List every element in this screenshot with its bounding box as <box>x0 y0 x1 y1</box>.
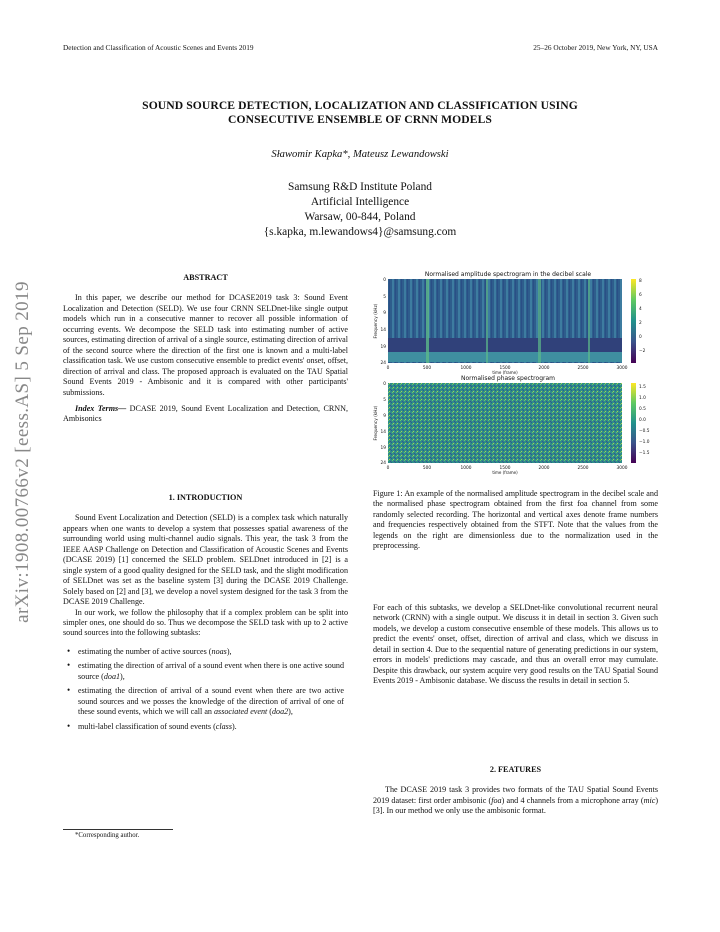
arxiv-id: arXiv:1908.00766v2 [eess.AS] 5 Sep 2019 <box>12 281 33 623</box>
features-heading: 2. FEATURES <box>489 765 542 774</box>
amplitude-spectrogram <box>388 279 622 363</box>
y-tick: 9 <box>383 311 386 316</box>
cbar-tick: 0 <box>639 335 642 340</box>
x-tick: 0 <box>386 366 390 371</box>
index-terms-text: DCASE 2019, Sound Event Localization and Detection, CRNN, Ambisonics <box>63 403 348 424</box>
title-line-1: SOUND SOURCE DETECTION, LOCALIZATION AND CLASSIFICATION USING <box>142 99 578 112</box>
y-tick: 9 <box>383 414 386 419</box>
list-item: • estimating the direction of arrival of a sound event when there are two active sound sources and we posses the knowledge of the direction of arrival of one of these sound events, which we will call an associated event (doa2), <box>63 686 344 717</box>
cbar-tick: −0.5 <box>639 429 650 434</box>
cbar-tick: 1.0 <box>639 396 646 401</box>
x-tick: 1500 <box>499 466 511 471</box>
abstract-heading: ABSTRACT <box>183 273 228 282</box>
top-x-label: time (frame) <box>492 370 518 375</box>
affiliation-email: {s.kapka, m.lewandows4}@samsung.com <box>263 226 457 238</box>
x-tick: 500 <box>422 366 432 371</box>
features-paragraph: The DCASE 2019 task 3 provides two formats of the TAU Spatial Sound Events 2019 dataset: first order ambisonic (foa) and 4 channels from a microphone array (mic) [3]. In our method we only use the ambisonic format. <box>373 785 659 816</box>
cbar-tick: 0.5 <box>639 407 646 412</box>
x-tick: 1000 <box>460 366 472 371</box>
intro-paragraph-2: In our work, we follow the philosophy that if a complex problem can be split into simpler ones, one should do so. Thus we decompose the SELD task with up to 2 active sound sources into the following subtasks: <box>63 607 348 638</box>
introduction-section <box>63 493 348 736</box>
cbar-tick: 2 <box>639 321 642 326</box>
abstract-section <box>63 273 348 425</box>
subtask-list <box>63 647 348 732</box>
top-colorbar <box>631 279 636 363</box>
bottom-x-label: time (frame) <box>492 470 518 475</box>
bottom-panel-title: Normalised phase spectrogram <box>460 375 556 382</box>
amplitude-event-stripe <box>486 279 488 363</box>
right-column-intro-continued <box>373 603 658 687</box>
bottom-y-ticks <box>381 381 387 466</box>
y-tick: 19 <box>380 345 386 350</box>
x-tick: 1500 <box>499 366 511 371</box>
cbar-tick: 1.5 <box>639 385 646 390</box>
top-panel-title: Normalised amplitude spectrogram in the decibel scale <box>424 271 592 278</box>
affiliation-department: Artificial Intelligence <box>310 196 410 208</box>
abstract-text: In this paper, we describe our method for DCASE2019 task 3: Sound Event Localization and Detection (SELD). We use four CRNN SELDnet-like single output models which run in a consecutive manner to recover all possible information of occurring events. We decompose the SELD task into estimating number of active sources, estimating direction of arrival of a single source, estimating direction of arrival of the second source where the direction of the first one is known and a multi-label classification task. We use custom consecutive ensemble to predict events' onset, offset, direction of arrival and class. The proposed approach is evaluated on the TAU Spatial Sound Events 2019 - Ambisonic and it is compared with other participants' submissions. <box>63 293 348 397</box>
y-tick: 0 <box>383 278 386 283</box>
figure-1-spectrograms <box>368 268 660 476</box>
affiliation-institute: Samsung R&D Institute Poland <box>288 181 432 193</box>
caption-text: An example of the normalised amplitude spectrogram in the decibel scale and the normalised phase spectrogram obtained from the first foa channel from some randomly selected recording. The horizontal and vertical axes denote frame numbers and frequencies respectively obtained from the STFT. Note that the values from the legends on the right are dimensionless due to the normalization used in the preprocessing. <box>373 489 658 551</box>
bottom-y-label: Frequency (kHz) <box>374 405 379 441</box>
x-tick: 1000 <box>460 466 472 471</box>
index-terms <box>63 404 348 425</box>
x-tick: 3000 <box>616 466 628 471</box>
x-tick: 2000 <box>538 366 550 371</box>
x-tick: 2000 <box>538 466 550 471</box>
figure-caption <box>373 489 658 552</box>
index-terms-label: Index Terms— <box>75 403 127 413</box>
introduction-heading: 1. INTRODUCTION <box>168 493 243 502</box>
top-y-label: Frequency (kHz) <box>374 303 379 339</box>
top-y-ticks <box>381 277 387 366</box>
intro-paragraph-1: Sound Event Localization and Detection (SELD) is a complex task which naturally appears when one wants to develop a system that possesses spatial awareness of the surrounding world using multi-channel audio signals. This year, the task 3 from the IEEE AASP Challenge on Detection and Classification of Acoustic Scenes and Events (DCASE 2019) [1] concerned the SELD problem. SELDnet introduced in [2] is a single system of a good quality designed for the SELD task, and the slight modification of SELDnet was set as the baseline system [3] during the DCASE 2019 Challenge. Solely based on [2] and [3], we develop a novel system designed for the task 3 from the DCASE 2019 Challenge. <box>63 513 348 607</box>
list-item: • estimating the direction of arrival of a sound event when there is one active sound source (doa1), <box>63 661 344 682</box>
y-tick: 14 <box>380 430 386 435</box>
cbar-tick: 6 <box>639 293 642 298</box>
features-section <box>373 765 658 817</box>
amplitude-event-stripe <box>538 279 541 363</box>
running-header-left: Detection and Classification of Acoustic Scenes and Events 2019 <box>63 43 254 52</box>
bottom-colorbar <box>631 383 636 463</box>
footnote: *Corresponding author. <box>75 832 140 839</box>
x-tick: 2500 <box>577 466 589 471</box>
list-item: • estimating the number of active sources (noas), <box>63 647 344 657</box>
cbar-tick: −2 <box>639 349 646 354</box>
cbar-tick: −1.0 <box>639 440 650 445</box>
amplitude-event-stripe <box>426 279 429 363</box>
footnote-rule <box>63 829 173 830</box>
title-line-2: CONSECUTIVE ENSEMBLE OF CRNN MODELS <box>228 113 492 126</box>
y-tick: 14 <box>380 328 386 333</box>
y-tick: 5 <box>383 398 386 403</box>
phase-spectrogram <box>388 383 622 463</box>
x-tick: 0 <box>386 466 390 471</box>
cbar-tick: −1.5 <box>639 451 650 456</box>
y-tick: 24 <box>380 461 386 466</box>
paper-title <box>60 99 660 127</box>
caption-label: Figure 1: <box>373 489 403 498</box>
list-item: • multi-label classification of sound events (class). <box>63 722 344 732</box>
amplitude-event-stripe <box>588 279 590 363</box>
x-tick: 3000 <box>616 366 628 371</box>
x-tick: 2500 <box>577 366 589 371</box>
top-colorbar-ticks <box>639 278 646 354</box>
y-tick: 19 <box>380 446 386 451</box>
authors: Sławomir Kapka*, Mateusz Lewandowski <box>271 149 449 160</box>
cbar-tick: 0.0 <box>639 418 646 423</box>
affiliation <box>60 180 660 240</box>
y-tick: 0 <box>383 382 386 387</box>
arxiv-stamp <box>8 242 38 662</box>
right-paragraph-1: For each of this subtasks, we develop a SELDnet-like convolutional recurrent neural network (CRNN) with a single output. We discuss it in detail in section 3. Given such models, we develop a custom consecutive ensemble of these models. This allows us to predict the events' onset, offset, direction of arrival and class, which we discuss in detail in section 4. Due to the sequential nature of generating predictions in our system, errors in models' predictions may cascade, and thus an overall error may cumulate. Despite this drawback, our system acquire very good results on the TAU Spatial Sound Events 2019 - Ambisonic database. We discuss the results in detail in section 5. <box>373 603 658 686</box>
bottom-colorbar-ticks <box>639 384 650 456</box>
cbar-tick: 8 <box>639 279 642 284</box>
running-header-right: 25–26 October 2019, New York, NY, USA <box>533 43 658 52</box>
affiliation-address: Warsaw, 00-844, Poland <box>304 211 416 223</box>
cbar-tick: 4 <box>639 307 642 312</box>
y-tick: 24 <box>380 361 386 366</box>
y-tick: 5 <box>383 295 386 300</box>
x-tick: 500 <box>422 466 432 471</box>
